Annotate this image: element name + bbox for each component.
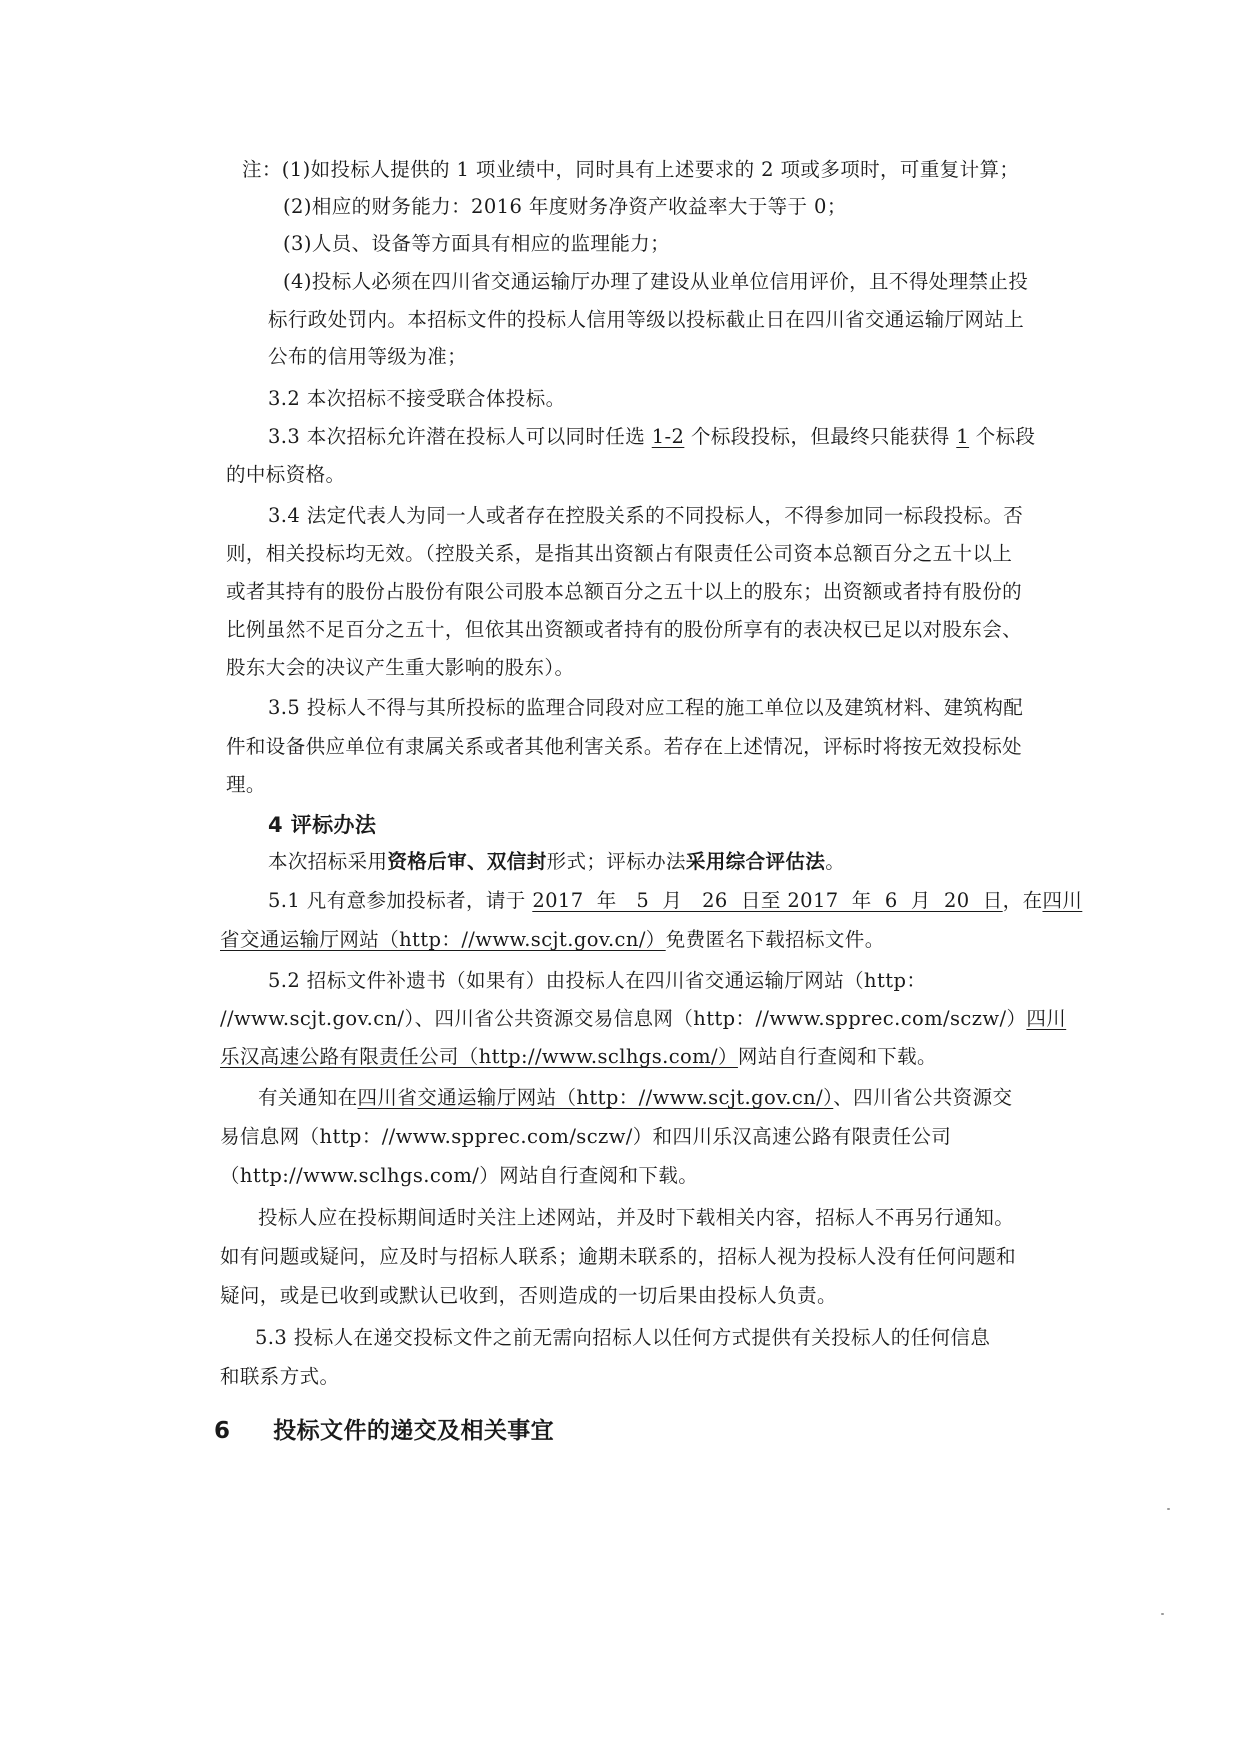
s5-2-line-2-text: //www.scjt.gov.cn/）、四川省公共资源交易信息网（http：//www.spprec.com/sczw/） [220, 1007, 1027, 1030]
notice-line-2: 易信息网（http：//www.spprec.com/sczw/）和四川乐汉高速公路有限责任公司 [220, 1125, 952, 1148]
s3-3-sections-range: 1-2 [651, 425, 685, 448]
s5-2-company-link[interactable]: 乐汉高速公路有限责任公司（http://www.sclhgs.com/） [220, 1045, 738, 1068]
section-4-body [268, 852, 845, 872]
attention-line-2: 如有问题或疑问，应及时与招标人联系；逾期未联系的，招标人视为投标人没有任何问题和 [220, 1245, 1017, 1268]
s4-bold-2: 采用综合评估法 [685, 850, 826, 873]
section-3-3-line-2: 的中标资格。 [226, 463, 346, 486]
s5-2-line-3-text: 网站自行查阅和下载。 [737, 1045, 937, 1068]
s5-1-text-c: 免费匿名下载招标文件。 [665, 928, 885, 951]
section-6-number: 6 [214, 1418, 231, 1444]
notice-line-1 [258, 1088, 1012, 1108]
section-5-1-line-1 [268, 891, 1082, 911]
section-3-5-line-2: 件和设备供应单位有隶属关系或者其他利害关系。若存在上述情况，评标时将按无效投标处 [226, 735, 1023, 758]
s4-text-d: 。 [825, 850, 846, 873]
section-6-title: 投标文件的递交及相关事宜 [273, 1418, 555, 1444]
note-line-1: 注：(1)如投标人提供的 1 项业绩中，同时具有上述要求的 2 项或多项时，可重复计算； [242, 158, 1020, 181]
scan-speck [1167, 1508, 1170, 1510]
s5-1-date-range: 2017 年 5 月 26 日至 2017 年 6 月 20 日 [532, 889, 1003, 912]
section-3-3-line-1 [268, 427, 1035, 447]
note-line-5: 标行政处罚内。本招标文件的投标人信用等级以投标截止日在四川省交通运输厅网站上 [268, 308, 1025, 331]
note-line-4: (4)投标人必须在四川省交通运输厅办理了建设从业单位信用评价，且不得处理禁止投 [283, 270, 1029, 293]
section-5-2-line-2 [220, 1009, 1066, 1029]
s5-1-underlined-sichuan: 四川 [1042, 889, 1083, 912]
s4-bold-1: 资格后审、双信封 [387, 850, 547, 873]
section-3-5-line-1: 3.5 投标人不得与其所投标的监理合同段对应工程的施工单位以及建筑材料、建筑构配 [268, 696, 1024, 719]
s5-2-underlined-sichuan: 四川 [1026, 1007, 1067, 1030]
s3-3-text-c: 个标段 [975, 425, 1036, 448]
s5-2-line-1-text: 5.2 招标文件补遗书（如果有）由投标人在四川省交通运输厅网站（http： [268, 969, 927, 992]
section-3-4-line-3: 或者其持有的股份占股份有限公司股本总额百分之五十以上的股东；出资额或者持有股份的 [226, 580, 1023, 603]
s4-text-c: 形式；评标办法 [546, 850, 686, 873]
notice-text-a: 有关通知在 [258, 1086, 358, 1109]
s5-1-text-b: ，在 [1002, 889, 1043, 912]
s5-1-website-link[interactable]: 省交通运输厅网站（http：//www.scjt.gov.cn/） [220, 928, 666, 951]
section-5-3-line-1: 5.3 投标人在递交投标文件之前无需向招标人以任何方式提供有关投标人的任何信息 [255, 1326, 991, 1349]
attention-line-3: 疑问，或是已收到或默认已收到，否则造成的一切后果由投标人负责。 [220, 1284, 837, 1307]
section-6-heading [214, 1420, 554, 1443]
section-3-5-line-3: 理。 [226, 773, 266, 796]
s3-3-max-sections: 1 [956, 425, 970, 448]
note-line-2: (2)相应的财务能力：2016 年度财务净资产收益率大于等于 0； [283, 195, 847, 218]
s4-text-a: 本次招标采用 [268, 850, 388, 873]
section-5-1-line-2 [220, 930, 885, 950]
attention-line-1: 投标人应在投标期间适时关注上述网站，并及时下载相关内容，招标人不再另行通知。 [258, 1206, 1015, 1229]
notice-text-b: 、四川省公共资源交 [833, 1086, 1013, 1109]
section-3-2: 3.2 本次招标不接受联合体投标。 [268, 387, 566, 410]
section-5-3-line-2: 和联系方式。 [220, 1365, 340, 1388]
notice-line-3: （http://www.sclhgs.com/）网站自行查阅和下载。 [220, 1164, 699, 1187]
section-5-2-line-3 [220, 1047, 937, 1067]
section-3-4-line-4: 比例虽然不足百分之五十，但依其出资额或者持有的股份所享有的表决权已足以对股东会、 [226, 618, 1023, 641]
notice-website-link[interactable]: 四川省交通运输厅网站（http：//www.scjt.gov.cn/） [357, 1086, 834, 1109]
s5-1-text-a: 5.1 凡有意参加投标者，请于 [268, 889, 533, 912]
scan-speck [1161, 1613, 1164, 1615]
section-3-4-line-2: 则，相关投标均无效。（控股关系，是指其出资额占有限责任公司资本总额百分之五十以上 [226, 542, 1013, 565]
s3-3-text-a: 3.3 本次招标允许潜在投标人可以同时任选 [268, 425, 646, 448]
note-line-6: 公布的信用等级为准； [268, 345, 468, 368]
section-3-4-line-5: 股东大会的决议产生重大影响的股东）。 [226, 656, 575, 679]
note-line-3: (3)人员、设备等方面具有相应的监理能力； [283, 232, 671, 255]
section-5-2-line-1 [268, 971, 1038, 991]
s3-3-text-b: 个标段投标，但最终只能获得 [690, 425, 950, 448]
section-3-4-line-1: 3.4 法定代表人为同一人或者存在控股关系的不同投标人，不得参加同一标段投标。否 [268, 504, 1024, 527]
section-4-heading: 4 评标办法 [268, 813, 377, 837]
